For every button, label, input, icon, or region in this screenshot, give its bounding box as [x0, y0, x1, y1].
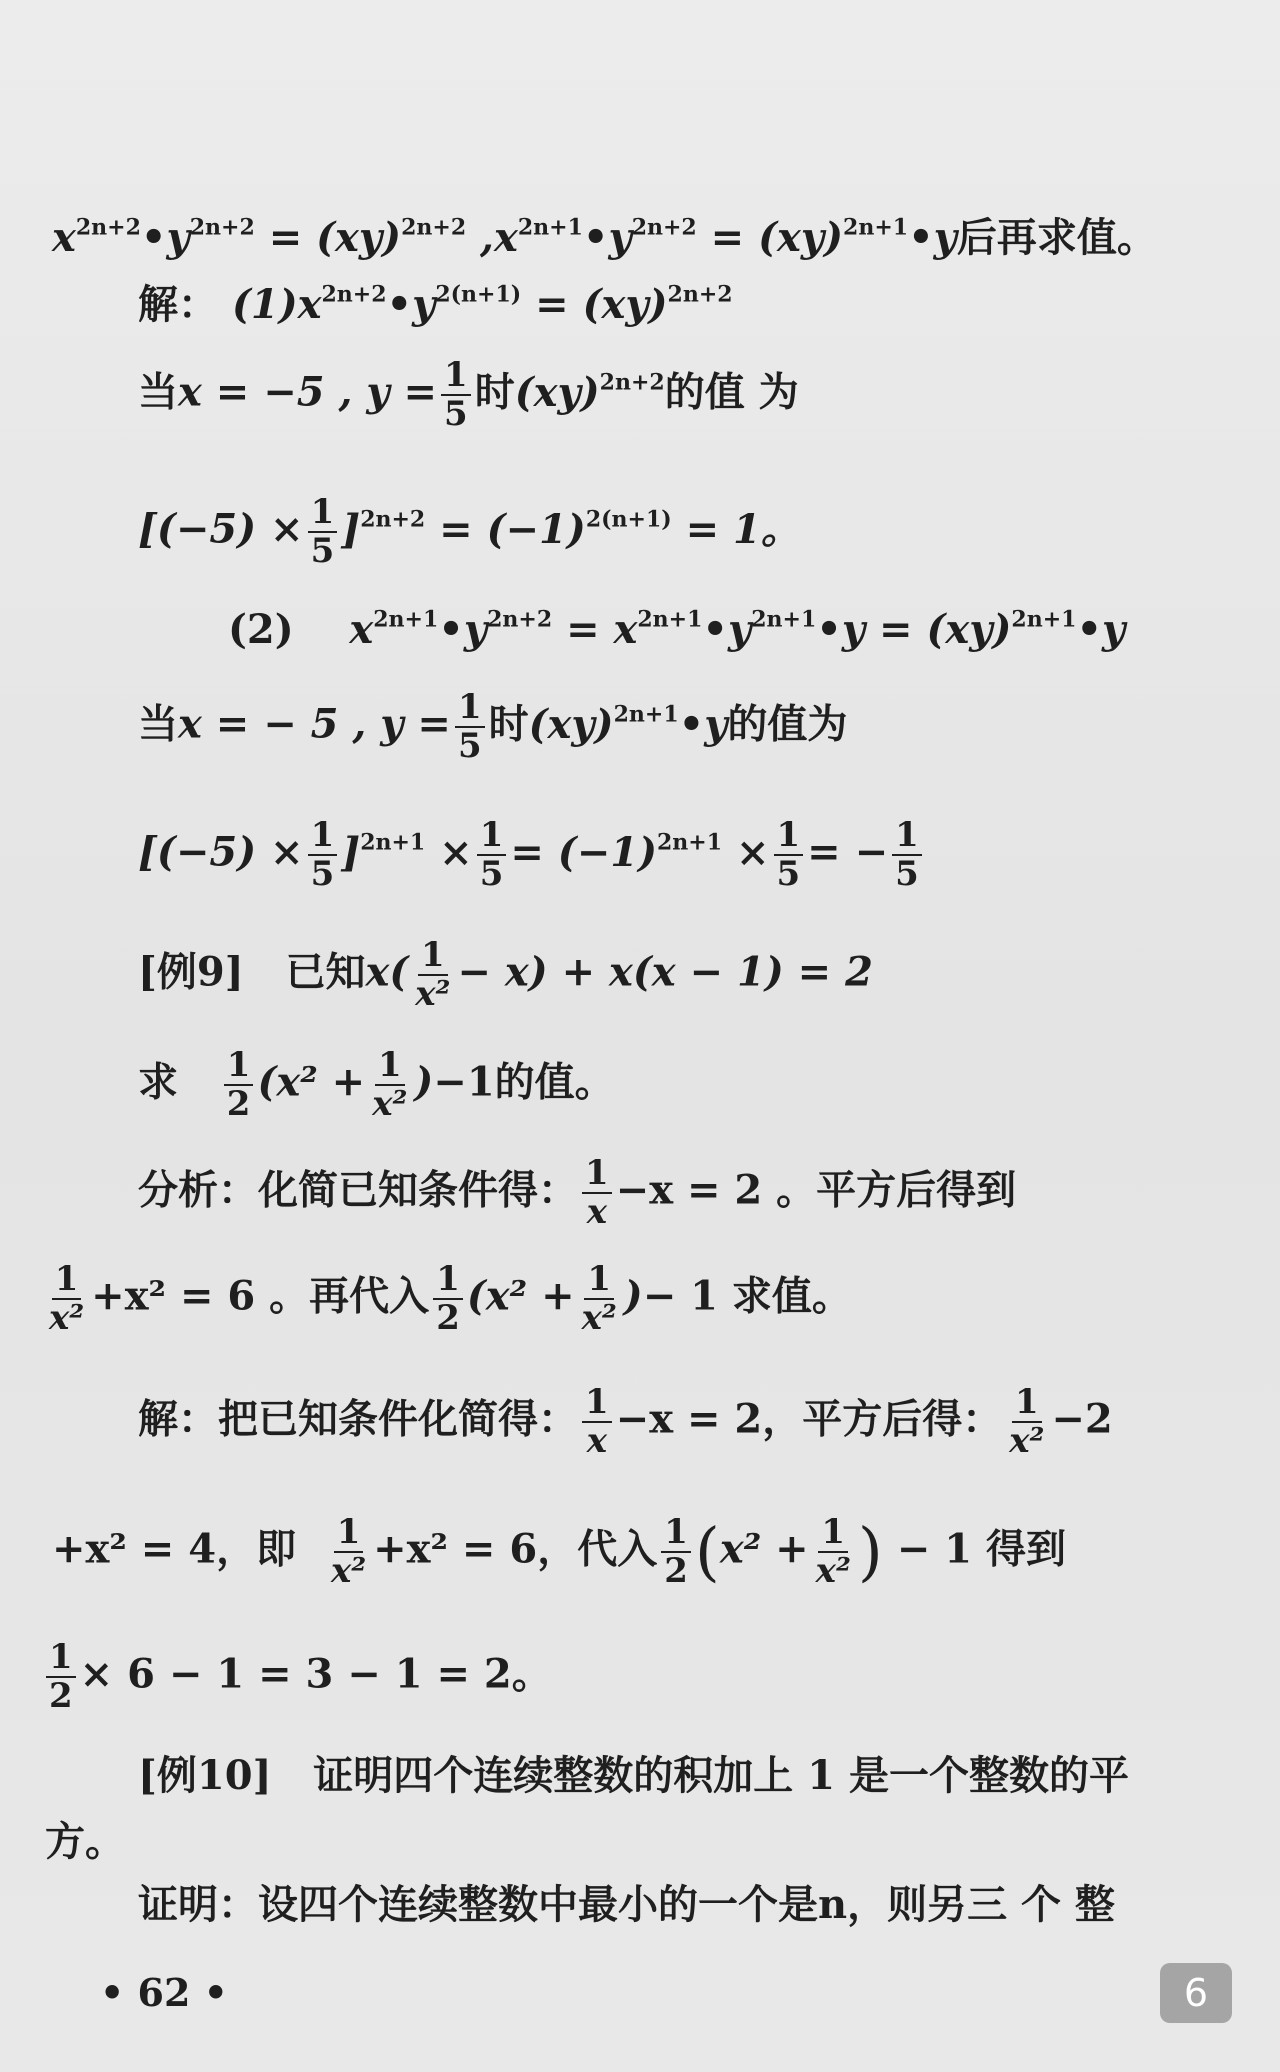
line-1-text: 后再求值。 [956, 214, 1157, 261]
solution-9-line-1: 解：把已知条件化简得： $\frac{1}{x}$ −x = 2，平方后得： $\frac{1}{\text{x²}}$ −2 [138, 1382, 1113, 1461]
example-9-label: [例9] [138, 948, 244, 996]
solution-part-2: (2) $x^{2n+1}•y^{2n+2}$ = $x^{2n+1}•y^{2n+1}•y$ = (xy)$^{2n+1}$•y [228, 606, 1126, 653]
example-10-continuation [45, 1818, 125, 1865]
page-number: • 62 • [100, 1970, 228, 2015]
text-value-is: 的值 为 [664, 368, 799, 416]
analysis-line-2: $\frac{1}{\text{x²}}$ +x² = 6 。再代入 $\frac{1}{2}$ (x² + $\frac{1}{\text{x²}}$ )− 1 求值。 [49, 1259, 852, 1338]
example-10-text: 证明四个连续整数的积加上 1 是一个整数的平 [313, 1752, 1129, 1799]
solution-9-text-5: − 1 得到 [896, 1525, 1066, 1573]
equation-line-1: $x^{2n+2}•y^{2n+2} = (xy)^{2n+2}$ $,x^{2n+1}•y^{2n+2}$ = (xy)$^{2n+1}$•y后再求值。 [52, 214, 1157, 261]
solution-9-text-2: −2 [1051, 1395, 1113, 1443]
solution-9-text: −x = 2，平方后得： [615, 1395, 1003, 1443]
solution-9-text-4: +x² = 6，代入 [373, 1525, 658, 1573]
analysis-line-1: 分析：化简已知条件得： $\frac{1}{x}$ −x = 2 。平方后得到 [138, 1153, 1017, 1232]
analysis-text-3: − 1 求值。 [642, 1272, 852, 1320]
example-10-label: [例10] [138, 1752, 272, 1799]
text-dang-2: 当 [138, 700, 178, 748]
text-shi-2: 时 [488, 700, 529, 748]
calculation-line-1: [(−5) × $\frac{1}{5}$ ]$^{2n+2} = (-1)^{2(n+1)} = 1$。 [138, 492, 801, 571]
text-dang: 当 [138, 368, 178, 416]
proof-line [138, 1881, 1115, 1928]
text-value-is-2: 的值为 [727, 700, 848, 748]
text-shi: 时 [474, 368, 515, 416]
part-2-label: (2) [228, 606, 294, 653]
analysis-text-2: +x² = 6 。再代入 [91, 1272, 430, 1320]
example-9: [例9] 已知x( $\frac{1}{\text{x²}}$ − x) + x(x − 1) = 2 [138, 935, 873, 1014]
example-10 [138, 1752, 1129, 1799]
analysis-text: −x = 2 。平方后得到 [615, 1166, 1017, 1214]
analysis-label: 分析：化简已知条件得： [138, 1166, 578, 1214]
ask-prefix: 求 [138, 1058, 178, 1106]
fraction-one-fifth: $\frac{1}{5}$ [441, 358, 471, 433]
solution-label: 解： [138, 281, 218, 328]
solution-9-result: × 6 − 1 = 3 − 1 = 2。 [79, 1650, 552, 1698]
substitution-line-2: 当x = − 5 , y = $\frac{1}{5}$ 时(xy)$^{2n+1}$•y的值为 [138, 687, 848, 766]
example-9-text: 已知 [285, 948, 366, 996]
solution-9-line-2: +x² = 4，即 $\frac{1}{\text{x²}}$ +x² = 6，代入 $\frac{1}{2}$ (x² + $\frac{1}{\text{x²}}$ ) − 1 得到 [52, 1512, 1066, 1591]
ask-suffix: −1的值。 [433, 1058, 615, 1106]
solution-9-label: 解：把已知条件化简得： [138, 1395, 578, 1443]
solution-9-line-3: $\frac{1}{2}$ × 6 − 1 = 3 − 1 = 2。 [42, 1640, 552, 1715]
solution-part-1: 解： $(1)x^{2n+2}•y^{2(n+1)} = (xy)^{2n+2}$ [138, 281, 733, 328]
example-10-text-2: 方。 [45, 1818, 125, 1865]
calculation-line-2: [(−5) × $\frac{1}{5}$ ]$^{2n+1}$ × $\frac{1}{5}$ = $(-1)^{2n+1}$ × $\frac{1}{5}$ = − $\frac{1}{5}$ [138, 818, 926, 893]
proof-text: 证明：设四个连续整数中最小的一个是n，则另三 个 整 [138, 1881, 1115, 1928]
page-badge[interactable]: 6 [1160, 1963, 1232, 2023]
substitution-line-1: 当x = −5 , y = $\frac{1}{5}$ 时(xy)$^{2n+2}$的值 为 [138, 355, 799, 434]
example-9-question: 求 $\frac{1}{2}$ (x² + $\frac{1}{\text{x²}}$ )−1的值。 [138, 1045, 615, 1124]
solution-9-text-3: +x² = 4，即 [52, 1525, 297, 1573]
